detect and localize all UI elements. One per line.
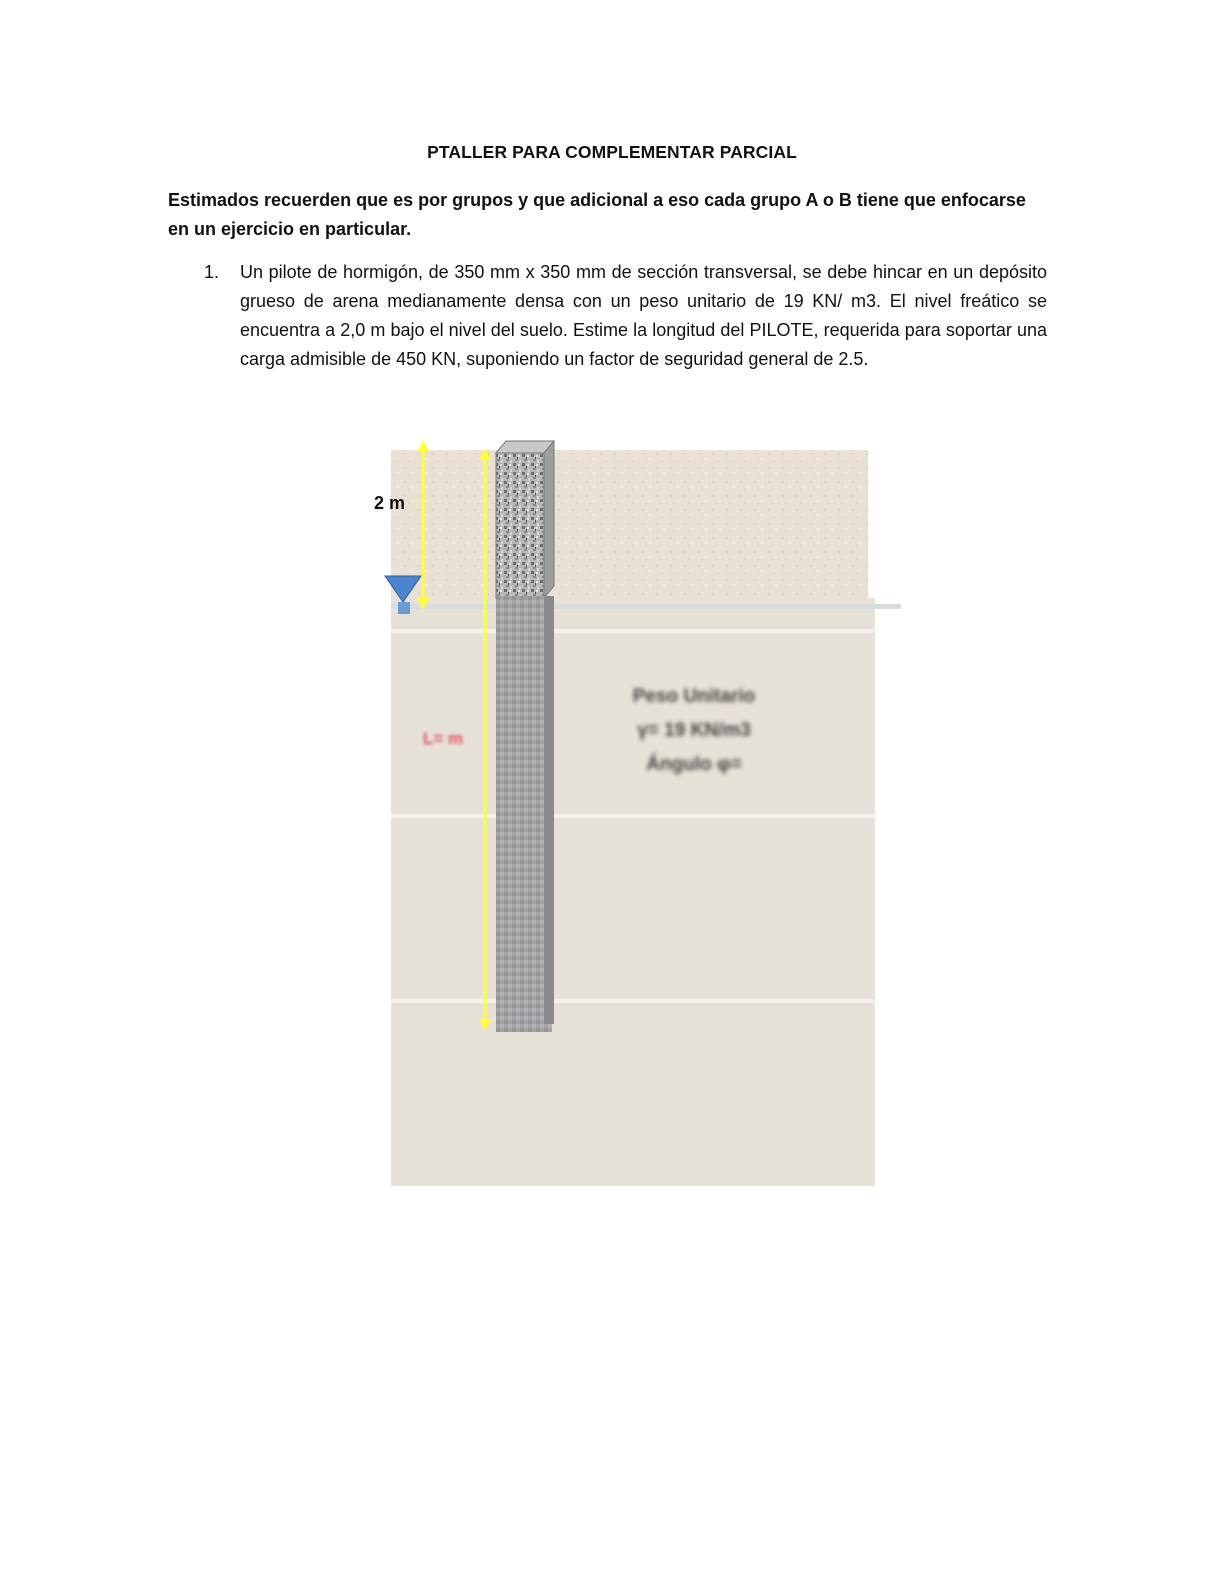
intro-paragraph: Estimados recuerden que es por grupos y que adicional a eso cada grupo A o B tiene que enfocarse en un ejercicio en particular.: [168, 190, 1026, 239]
depth-label: 2 m: [374, 493, 406, 513]
pile-lower: [496, 596, 552, 1032]
problem-number: 1.: [204, 262, 220, 282]
pile-upper: [496, 453, 544, 598]
soil-layer-divider: [391, 999, 875, 1003]
pile-lower-shade: [544, 596, 554, 1024]
problem-text: Un pilote de hormigón, de 350 mm x 350 mm de sección transversal, se debe hincar en un depósito grueso de arena medianamente densa con un peso unitario de 19 KN/ m3. El nivel freático se encuentra a 2,0 m bajo el nivel del suelo. Estime la longitud del PILOTE, requerida para soportar una carga admisible de 450 KN, suponiendo un factor de seguridad general de 2.5.: [240, 262, 1047, 369]
water-table-icon-base: [398, 602, 410, 614]
page-title: PTALLER PARA COMPLEMENTAR PARCIAL: [427, 142, 797, 162]
soil-properties-label: Peso Unitario γ= 19 KN/m3 Ángulo φ=: [632, 686, 756, 775]
depth-arrow-top: [417, 440, 429, 452]
soil-layer-divider: [391, 814, 875, 818]
dry-soil-layer: [391, 450, 868, 600]
soil-layer-divider: [391, 629, 875, 633]
pile-length-label: L= m: [423, 729, 464, 748]
pile-figure: [360, 436, 905, 1188]
pile-diagram: [360, 436, 905, 1188]
pile-side-face: [544, 441, 554, 598]
water-table-line: [391, 604, 901, 609]
